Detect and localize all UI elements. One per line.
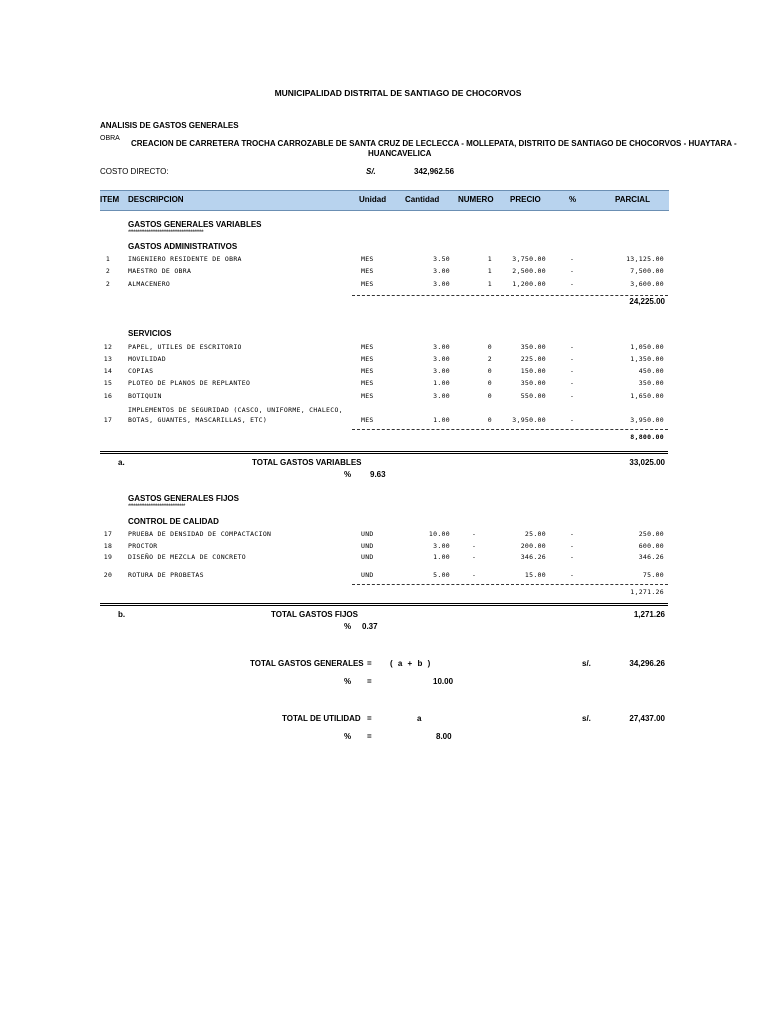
total-generales-formula: ( a + b )	[390, 659, 432, 668]
total-fijos-letter: b.	[118, 610, 126, 619]
admin-subtotal: 24,225.00	[629, 297, 665, 306]
col-numero: NUMERO	[458, 195, 494, 204]
analysis-heading: ANALISIS DE GASTOS GENERALES	[100, 121, 239, 130]
control-title: CONTROL DE CALIDAD	[128, 517, 219, 526]
total-utilidad-currency: s/.	[582, 714, 591, 723]
col-cantidad: Cantidad	[405, 195, 440, 204]
total-generales-label: TOTAL GASTOS GENERALES	[250, 659, 364, 668]
fijos-title: GASTOS GENERALES FIJOS	[128, 494, 239, 503]
total-variables-label: TOTAL GASTOS VARIABLES	[252, 458, 362, 467]
total-utilidad-eq: =	[367, 714, 372, 723]
obra-description-line2: HUANCAVELICA	[368, 149, 432, 158]
costo-directo-value: 342,962.56	[414, 167, 455, 176]
col-descripcion: DESCRIPCION	[128, 195, 184, 204]
servicios-subtotal: 8,800.00	[630, 433, 664, 441]
total-fijos-pct-label: %	[344, 622, 352, 631]
total-utilidad-pct-label: %	[344, 732, 352, 741]
total-variables-value: 33,025.00	[629, 458, 665, 467]
total-generales-value: 34,296.26	[629, 659, 665, 668]
table-header	[100, 190, 669, 211]
variables-stars: *****************************************	[128, 230, 204, 236]
col-item: ITEM	[100, 195, 120, 204]
total-generales-pct-eq: =	[367, 677, 372, 686]
obra-label: OBRA	[100, 135, 120, 142]
divider	[352, 295, 668, 296]
total-generales-eq: =	[367, 659, 372, 668]
total-utilidad-formula: a	[417, 714, 422, 723]
control-subtotal: 1,271.26	[630, 588, 664, 596]
document-title: MUNICIPALIDAD DISTRITAL DE SANTIAGO DE CHOCORVOS	[274, 88, 522, 98]
col-precio: PRECIO	[510, 195, 541, 204]
divider	[352, 584, 668, 585]
divider	[100, 453, 668, 454]
costo-directo-label: COSTO DIRECTO:	[100, 167, 169, 176]
total-fijos-label: TOTAL GASTOS FIJOS	[271, 610, 358, 619]
total-variables-letter: a.	[118, 458, 125, 467]
total-variables-pct-label: %	[344, 470, 352, 479]
divider	[352, 429, 668, 430]
obra-description-line1: CREACION DE CARRETERA TROCHA CARROZABLE DE SANTA CRUZ DE LECLECCA - MOLLEPATA, DISTRITO DE SANTIAGO DE CHOCORVOS - HUAYTARA -	[131, 139, 737, 148]
total-generales-pct-value: 10.00	[433, 677, 454, 686]
total-generales-pct-label: %	[344, 677, 352, 686]
fijos-stars: *******************************	[128, 504, 185, 510]
divider	[100, 605, 668, 606]
total-utilidad-label: TOTAL DE UTILIDAD	[282, 714, 361, 723]
divider	[100, 603, 668, 604]
total-utilidad-value: 27,437.00	[629, 714, 665, 723]
servicios-title: SERVICIOS	[128, 329, 172, 338]
total-utilidad-pct-value: 8.00	[436, 732, 452, 741]
total-generales-currency: s/.	[582, 659, 591, 668]
col-parcial: PARCIAL	[615, 195, 650, 204]
variables-title: GASTOS GENERALES VARIABLES	[128, 220, 262, 229]
col-pct: %	[569, 195, 577, 204]
costo-directo-currency: S/.	[366, 167, 376, 176]
total-variables-pct-value: 9.63	[370, 470, 386, 479]
total-fijos-pct-value: 0.37	[362, 622, 378, 631]
divider	[100, 451, 668, 452]
col-unidad: Unidad	[359, 195, 387, 204]
admin-title: GASTOS ADMINISTRATIVOS	[128, 242, 238, 251]
total-utilidad-pct-eq: =	[367, 732, 372, 741]
total-fijos-value: 1,271.26	[633, 610, 665, 619]
